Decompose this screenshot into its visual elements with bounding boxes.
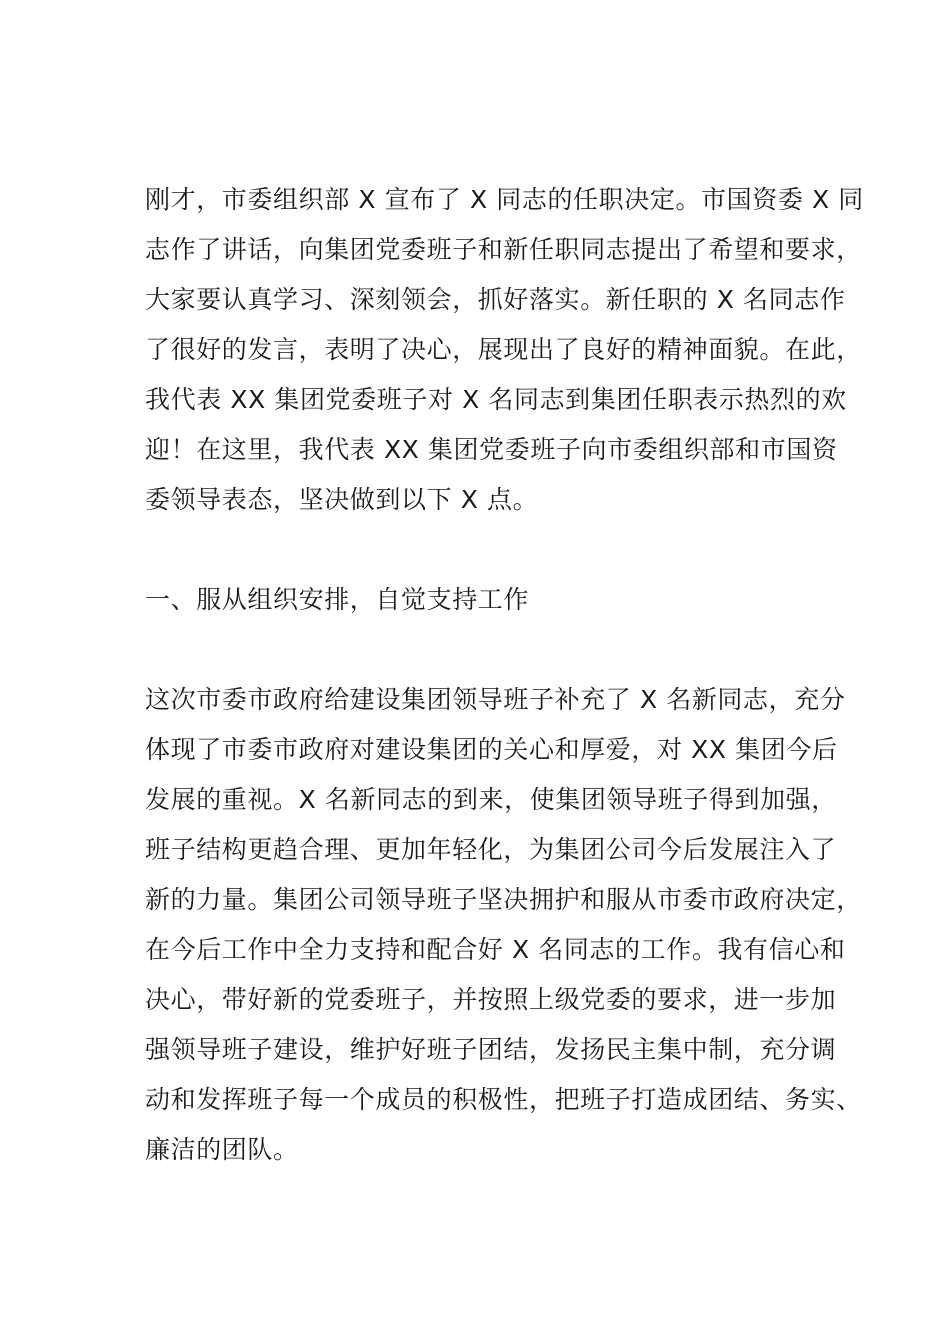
paragraph-1-line: 志作了讲话，向集团党委班子和新任职同志提出了希望和要求， xyxy=(145,235,862,264)
section-heading: 一、服从组织安排，自觉支持工作 xyxy=(145,585,530,614)
paragraph-2-line: 班子结构更趋合理、更加年轻化，为集团公司今后发展注入了 xyxy=(145,835,837,864)
paragraph-2-line: 廉洁的团队。 xyxy=(145,1135,299,1164)
paragraph-2-line: 新的力量。集团公司领导班子坚决拥护和服从市委市政府决定， xyxy=(145,885,862,914)
paragraph-1-line: 刚才，市委组织部 X 宣布了 X 同志的任职决定。市国资委 X 同 xyxy=(145,185,864,214)
paragraph-2-line: 决心，带好新的党委班子，并按照上级党委的要求，进一步加 xyxy=(145,985,837,1014)
paragraph-2-line: 体现了市委市政府对建设集团的关心和厚爱，对 XX 集团今后 xyxy=(145,735,838,764)
paragraph-2-line: 发展的重视。X 名新同志的到来，使集团领导班子得到加强， xyxy=(145,785,837,814)
paragraph-2-line: 强领导班子建设，维护好班子团结，发扬民主集中制，充分调 xyxy=(145,1035,837,1064)
paragraph-2-line: 动和发挥班子每一个成员的积极性，把班子打造成团结、务实、 xyxy=(145,1085,862,1114)
paragraph-1-line: 委领导表态，坚决做到以下 X 点。 xyxy=(145,485,539,514)
paragraph-1-line: 我代表 XX 集团党委班子对 X 名同志到集团任职表示热烈的欢 xyxy=(145,385,847,414)
paragraph-1-line: 了很好的发言，表明了决心，展现出了良好的精神面貌。在此， xyxy=(145,335,862,364)
paragraph-2-line: 这次市委市政府给建设集团领导班子补充了 X 名新同志，充分 xyxy=(145,685,846,714)
paragraph-1-line: 大家要认真学习、深刻领会，抓好落实。新任职的 X 名同志作 xyxy=(145,285,846,314)
paragraph-1-line: 迎！在这里，我代表 XX 集团党委班子向市委组织部和市国资 xyxy=(145,435,838,464)
paragraph-2-line: 在今后工作中全力支持和配合好 X 名同志的工作。我有信心和 xyxy=(145,935,846,964)
